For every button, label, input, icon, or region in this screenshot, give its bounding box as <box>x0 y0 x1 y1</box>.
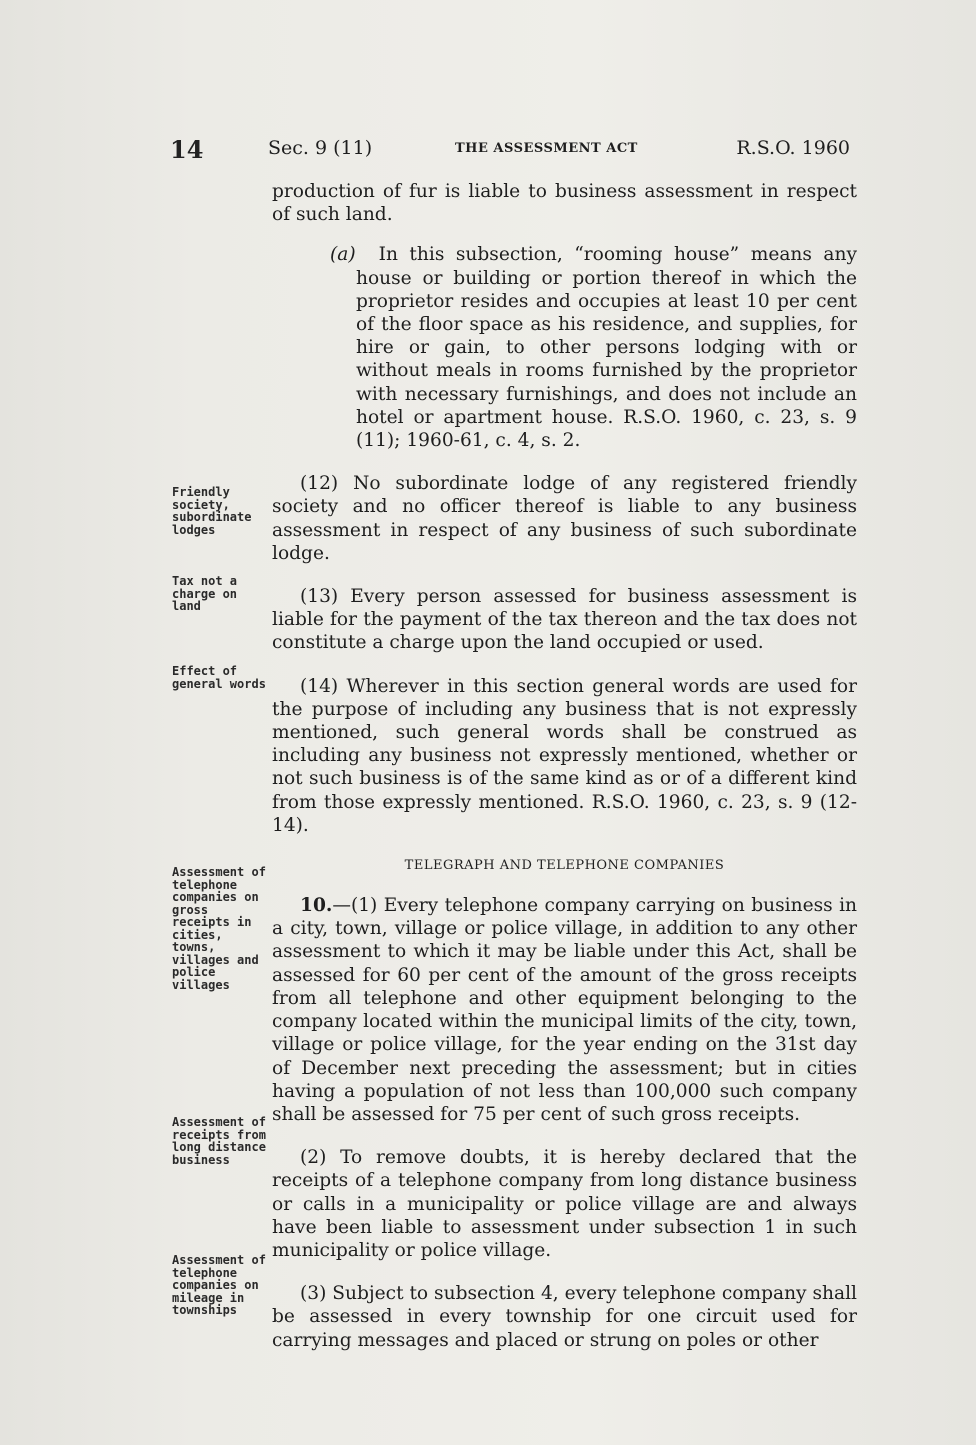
margin-note-telephone-gross-receipts: Assessment of telephone companies on gross receipts in cities, towns, villages and police villages <box>172 865 266 992</box>
section-10-3: (3) Subject to subsection 4, every telephone company shall be assessed in every township for one circuit used for carrying messages and placed or strung on poles or other <box>272 1283 857 1351</box>
body-text <box>272 180 857 1352</box>
act-title: THE ASSESSMENT ACT <box>455 141 638 156</box>
clause-a-label: (a) <box>330 244 356 266</box>
margin-note-mileage-townships: Assessment of telephone companies on mileage in townships <box>172 1253 266 1317</box>
section-10-number: 10. <box>300 895 333 917</box>
clause-a <box>272 243 857 452</box>
subsection-14: (14) Wherever in this section general words are used for the purpose of including any business that is not expressly mentioned, such general words shall be construed as including any business not expressly mentioned, whether or not such business is of the same kind as or of a different kind from those expressly mentioned. R.S.O. 1960, c. 23, s. 9 (12-14). <box>272 675 857 836</box>
page-number: 14 <box>170 135 204 164</box>
section-10-2: (2) To remove doubts, it is hereby declared that the receipts of a telephone company from long distance business or calls in a municipality or police village are and always have been liable to assessment under subsection 1 in such municipality or police village. <box>272 1147 857 1261</box>
margin-note-long-distance: Assessment of receipts from long distance business <box>172 1115 266 1167</box>
margin-note-tax-not-charge: Tax not a charge on land <box>172 574 238 613</box>
clause-a-text: In this subsection, “rooming house” means any house or building or portion thereof in which the proprietor resides and occupies at least 10 per cent of the floor space as his residence, and supplies, for hire or gain, to other persons lodging with or without meals in rooms furnished by the proprietor with necessary furnishings, and does not include an hotel or apartment house. R.S.O. 1960, c. 23, s. 9 (11); 1960-61, c. 4, s. 2. <box>356 244 857 452</box>
section-10-1 <box>272 894 857 1126</box>
section-heading: TELEGRAPH AND TELEPHONE COMPANIES <box>404 858 725 874</box>
continued-paragraph: production of fur is liable to business assessment in respect of such land. <box>272 181 857 226</box>
section-reference: Sec. 9 (11) <box>268 137 373 159</box>
margin-note-effect-general-words: Effect of general words <box>172 664 266 691</box>
statute-reference: R.S.O. 1960 <box>736 137 850 159</box>
running-header <box>170 135 860 165</box>
subsection-13: (13) Every person assessed for business assessment is liable for the payment of the tax thereon and the tax does not constitute a charge upon the land occupied or used. <box>272 586 857 654</box>
subsection-12: (12) No subordinate lodge of any registered friendly society and no officer thereof is liable to any business assessment in respect of any business of such subordinate lodge. <box>272 473 857 564</box>
margin-note-friendly-society: Friendly society, subordinate lodges <box>172 485 252 537</box>
section-10-1-text: —(1) Every telephone company carrying on business in a city, town, village or police village, in addition to any other assessment to which it may be liable under this Act, shall be assessed for 60 per cent of the amount of the gross receipts from all telephone and other equipment belonging to the company located within the municipal limits of the city, town, village or police village, for the year ending on the 31st day of December next preceding the assessment; but in cities having a population of not less than 100,000 such company shall be assessed for 75 per cent of such gross receipts. <box>272 895 857 1125</box>
